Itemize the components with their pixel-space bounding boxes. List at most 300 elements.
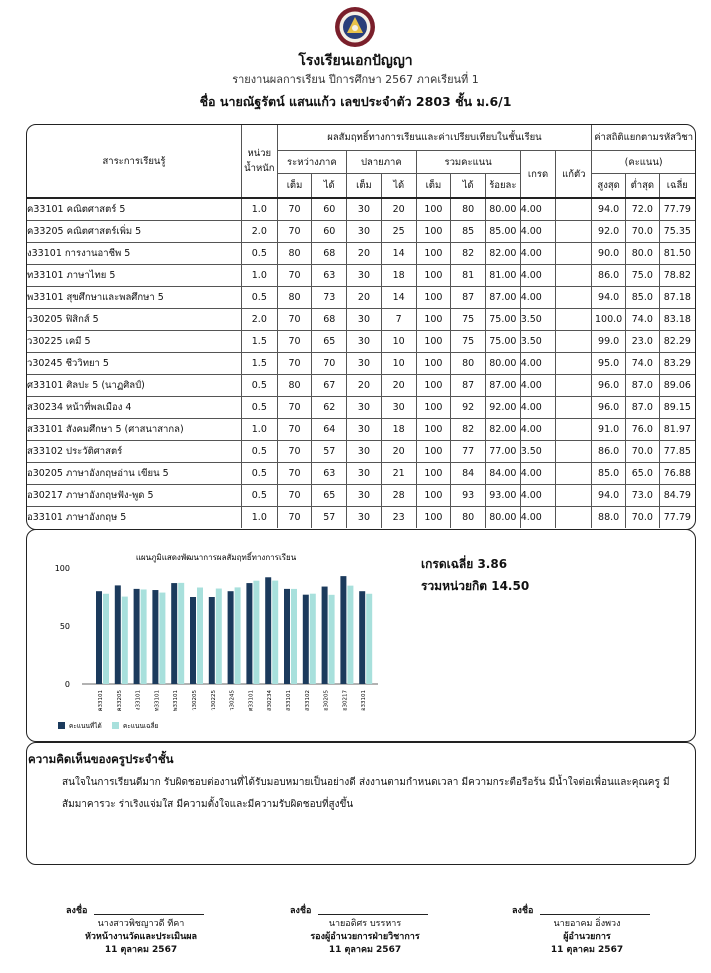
mid-score-cell: 64 <box>312 419 347 441</box>
x-tick-label: ง33101 <box>135 690 142 711</box>
header-achievement: ผลสัมฤทธิ์ทางการเรียนและค่าเปรียบเทียบในชั้นเรียน <box>277 125 592 151</box>
total-full-cell: 100 <box>416 198 451 221</box>
school-name: โรงเรียนเอกปัญญา <box>298 53 413 69</box>
fix-cell <box>556 287 592 309</box>
x-tick-label: อ33101 <box>361 690 368 711</box>
bar-average <box>235 587 241 684</box>
unit-cell: 2.0 <box>241 221 277 243</box>
school-seal-logo <box>334 6 376 48</box>
final-score-cell: 20 <box>381 198 416 221</box>
percent-cell: 87.00 <box>485 287 520 309</box>
bar-score <box>96 591 102 684</box>
signer-name: นายอดิศร บรรหาร <box>328 919 402 929</box>
subject-cell: ว30225 เคมี 5 <box>27 331 241 353</box>
header-fin-full: เต็ม <box>347 174 382 199</box>
chart-title: แผนภูมิแสดงพัฒนาการผลสัมฤทธิ์ทางการเรียน <box>135 553 297 562</box>
percent-cell: 87.00 <box>485 375 520 397</box>
credits-summary: รวมหน่วยกิต 14.50 <box>421 579 530 593</box>
header-fin-got: ได้ <box>381 174 416 199</box>
total-full-cell: 100 <box>416 265 451 287</box>
final-full-cell: 30 <box>347 198 382 221</box>
total-score-cell: 82 <box>451 243 486 265</box>
bar-average <box>253 581 259 684</box>
signature-line <box>94 914 204 915</box>
signer-name: นางสาวพิชญาวดี ทีคา <box>97 919 185 929</box>
total-full-cell: 100 <box>416 463 451 485</box>
bar-score <box>152 590 158 684</box>
signature-block-2 <box>290 903 440 959</box>
legend-label: คะแนนที่ได้ <box>69 722 102 730</box>
x-tick-label: พ33101 <box>173 690 180 712</box>
avg-cell: 76.88 <box>659 463 695 485</box>
grade-cell: 4.00 <box>520 419 556 441</box>
mid-score-cell: 67 <box>312 375 347 397</box>
unit-cell: 0.5 <box>241 375 277 397</box>
mid-score-cell: 63 <box>312 265 347 287</box>
max-cell: 91.0 <box>592 419 626 441</box>
final-score-cell: 30 <box>381 397 416 419</box>
table-row <box>27 463 695 485</box>
avg-cell: 84.79 <box>659 485 695 507</box>
signature-label: ลงชื่อ <box>512 906 534 916</box>
header-subject: สาระการเรียนรู้ <box>27 125 241 198</box>
table-row <box>27 287 695 309</box>
comment-title: ความคิดเห็นของครูประจำชั้น <box>28 752 174 766</box>
student-info: ชื่อ นายณัฐรัตน์ แสนแก้ว เลขประจำตัว 2803 ชั้น ม.6/1 <box>199 94 512 109</box>
comment-text: สนใจในการเรียนดีมาก รับผิดชอบต่องานที่ได้รับมอบหมายเป็นอย่างดี ส่งงานตามกำหนดเวลา มีความกระตือรือร้น มีน้ำใจต่อเพื่อนและคุณครู มีสัมมาคารวะ ร่าเริงแจ่มใส มีความตั้งใจและมีความรับผิดชอบที่สูงขึ้น <box>62 777 670 810</box>
mid-score-cell: 60 <box>312 221 347 243</box>
mid-full-cell: 70 <box>277 265 312 287</box>
bar-score <box>209 597 215 684</box>
unit-cell: 2.0 <box>241 309 277 331</box>
final-full-cell: 20 <box>347 287 382 309</box>
final-full-cell: 20 <box>347 375 382 397</box>
total-score-cell: 81 <box>451 265 486 287</box>
min-cell: 65.0 <box>625 463 659 485</box>
total-score-cell: 80 <box>451 198 486 221</box>
bar-average <box>178 583 184 684</box>
max-cell: 100.0 <box>592 309 626 331</box>
avg-cell: 77.79 <box>659 507 695 529</box>
max-cell: 94.0 <box>592 485 626 507</box>
min-cell: 87.0 <box>625 397 659 419</box>
avg-cell: 82.29 <box>659 331 695 353</box>
mid-full-cell: 80 <box>277 243 312 265</box>
final-score-cell: 14 <box>381 243 416 265</box>
subject-cell: อ30205 ภาษาอังกฤษอ่าน เขียน 5 <box>27 463 241 485</box>
bar-score <box>359 591 365 684</box>
final-full-cell: 30 <box>347 353 382 375</box>
unit-cell: 1.5 <box>241 353 277 375</box>
percent-cell: 80.00 <box>485 507 520 529</box>
x-tick-label: อ30205 <box>323 690 330 711</box>
percent-cell: 80.00 <box>485 198 520 221</box>
max-cell: 95.0 <box>592 353 626 375</box>
mid-score-cell: 65 <box>312 331 347 353</box>
percent-cell: 75.00 <box>485 309 520 331</box>
final-full-cell: 30 <box>347 507 382 529</box>
x-tick-label: ว30205 <box>192 690 198 711</box>
percent-cell: 81.00 <box>485 265 520 287</box>
final-full-cell: 30 <box>347 463 382 485</box>
signature-line <box>318 914 428 915</box>
final-score-cell: 18 <box>381 419 416 441</box>
bar-average <box>272 581 278 684</box>
final-score-cell: 28 <box>381 485 416 507</box>
subject-cell: พ33101 สุขศึกษาและพลศึกษา 5 <box>27 287 241 309</box>
mid-full-cell: 70 <box>277 463 312 485</box>
bar-average <box>103 594 109 684</box>
bar-average <box>159 593 165 684</box>
avg-cell: 81.97 <box>659 419 695 441</box>
min-cell: 72.0 <box>625 198 659 221</box>
mid-score-cell: 73 <box>312 287 347 309</box>
header-tot-full: เต็ม <box>416 174 451 199</box>
bar-average <box>291 589 297 684</box>
unit-cell: 1.0 <box>241 265 277 287</box>
fix-cell <box>556 507 592 529</box>
table-row <box>27 243 695 265</box>
grade-cell: 4.00 <box>520 265 556 287</box>
header-min: ต่ำสุด <box>625 174 659 199</box>
percent-cell: 82.00 <box>485 243 520 265</box>
avg-cell: 77.85 <box>659 441 695 463</box>
table-row <box>27 485 695 507</box>
mid-score-cell: 68 <box>312 309 347 331</box>
max-cell: 88.0 <box>592 507 626 529</box>
table-row <box>27 441 695 463</box>
x-tick-label: ส33102 <box>304 690 311 711</box>
header-tot-got: ได้ <box>451 174 486 199</box>
grade-cell: 4.00 <box>520 463 556 485</box>
header-stats-unit: (คะแนน) <box>592 151 695 174</box>
table-row <box>27 309 695 331</box>
x-tick-label: ศ33101 <box>248 690 255 711</box>
total-full-cell: 100 <box>416 375 451 397</box>
grade-cell: 4.00 <box>520 221 556 243</box>
bar-score <box>171 583 177 684</box>
total-score-cell: 87 <box>451 375 486 397</box>
fix-cell <box>556 375 592 397</box>
total-full-cell: 100 <box>416 309 451 331</box>
percent-cell: 77.00 <box>485 441 520 463</box>
max-cell: 94.0 <box>592 287 626 309</box>
table-row <box>27 353 695 375</box>
header-stats: ค่าสถิติแยกตามรหัสวิชา <box>592 125 695 151</box>
header-fix: แก้ตัว <box>556 151 592 199</box>
percent-cell: 82.00 <box>485 419 520 441</box>
signer-name: นายอาคม อิ่งพวง <box>553 919 621 929</box>
min-cell: 73.0 <box>625 485 659 507</box>
min-cell: 74.0 <box>625 309 659 331</box>
unit-cell: 0.5 <box>241 287 277 309</box>
signer-role: ผู้อำนวยการ <box>563 932 611 942</box>
grades-table-panel <box>26 124 696 530</box>
mid-full-cell: 70 <box>277 485 312 507</box>
total-full-cell: 100 <box>416 353 451 375</box>
mid-score-cell: 65 <box>312 485 347 507</box>
total-full-cell: 100 <box>416 397 451 419</box>
subject-cell: ท33101 ภาษาไทย 5 <box>27 265 241 287</box>
total-full-cell: 100 <box>416 331 451 353</box>
avg-cell: 75.35 <box>659 221 695 243</box>
min-cell: 23.0 <box>625 331 659 353</box>
min-cell: 74.0 <box>625 353 659 375</box>
x-tick-label: ว30245 <box>229 690 236 711</box>
fix-cell <box>556 265 592 287</box>
mid-score-cell: 57 <box>312 507 347 529</box>
bar-average <box>347 586 353 684</box>
final-score-cell: 10 <box>381 331 416 353</box>
total-score-cell: 75 <box>451 309 486 331</box>
total-full-cell: 100 <box>416 243 451 265</box>
signer-date: 11 ตุลาคม 2567 <box>550 945 624 955</box>
mid-full-cell: 70 <box>277 309 312 331</box>
bar-score <box>265 577 271 684</box>
header-total: รวมคะแนน <box>416 151 520 174</box>
bar-average <box>366 594 372 684</box>
bar-average <box>122 597 128 684</box>
mid-full-cell: 70 <box>277 221 312 243</box>
total-full-cell: 100 <box>416 221 451 243</box>
fix-cell <box>556 441 592 463</box>
max-cell: 90.0 <box>592 243 626 265</box>
fix-cell <box>556 243 592 265</box>
avg-cell: 83.29 <box>659 353 695 375</box>
bar-score <box>134 589 140 684</box>
percent-cell: 84.00 <box>485 463 520 485</box>
y-tick-label: 50 <box>59 622 70 631</box>
unit-cell: 1.0 <box>241 507 277 529</box>
grade-cell: 4.00 <box>520 375 556 397</box>
avg-cell: 81.50 <box>659 243 695 265</box>
unit-cell: 0.5 <box>241 485 277 507</box>
bar-score <box>115 585 121 684</box>
table-row <box>27 397 695 419</box>
table-row <box>27 331 695 353</box>
mid-score-cell: 68 <box>312 243 347 265</box>
subject-cell: ศ33101 ศิลปะ 5 (นาฏศิลป์) <box>27 375 241 397</box>
total-full-cell: 100 <box>416 485 451 507</box>
x-tick-label: ส30234 <box>267 690 274 711</box>
fix-cell <box>556 353 592 375</box>
bar-score <box>303 595 309 684</box>
header-max: สูงสุด <box>592 174 626 199</box>
unit-cell: 0.5 <box>241 397 277 419</box>
legend-swatch <box>112 722 119 729</box>
percent-cell: 85.00 <box>485 221 520 243</box>
percent-cell: 75.00 <box>485 331 520 353</box>
signature-line <box>540 914 650 915</box>
header-mid-got: ได้ <box>312 174 347 199</box>
subject-cell: อ30217 ภาษาอังกฤษฟัง-พูด 5 <box>27 485 241 507</box>
bar-average <box>216 589 222 684</box>
max-cell: 96.0 <box>592 397 626 419</box>
subject-cell: ส30234 หน้าที่พลเมือง 4 <box>27 397 241 419</box>
final-score-cell: 25 <box>381 221 416 243</box>
fix-cell <box>556 463 592 485</box>
bar-score <box>228 591 234 684</box>
mid-score-cell: 60 <box>312 198 347 221</box>
percent-cell: 93.00 <box>485 485 520 507</box>
grade-cell: 4.00 <box>520 507 556 529</box>
y-tick-label: 0 <box>64 680 70 689</box>
total-score-cell: 77 <box>451 441 486 463</box>
total-full-cell: 100 <box>416 287 451 309</box>
unit-cell: 0.5 <box>241 243 277 265</box>
unit-cell: 0.5 <box>241 441 277 463</box>
subject-cell: ค33101 คณิตศาสตร์ 5 <box>27 198 241 221</box>
mid-full-cell: 70 <box>277 331 312 353</box>
header-pct: ร้อยละ <box>485 174 520 199</box>
total-score-cell: 75 <box>451 331 486 353</box>
total-full-cell: 100 <box>416 419 451 441</box>
mid-full-cell: 80 <box>277 287 312 309</box>
subject-cell: ค33205 คณิตศาสตร์เพิ่ม 5 <box>27 221 241 243</box>
subject-cell: ว30205 ฟิสิกส์ 5 <box>27 309 241 331</box>
signer-role: รองผู้อำนวยการฝ่ายวิชาการ <box>310 932 420 942</box>
x-tick-label: ค33205 <box>116 690 123 712</box>
fix-cell <box>556 397 592 419</box>
subject-cell: ส33101 สังคมศึกษา 5 (ศาสนาสากล) <box>27 419 241 441</box>
grade-cell: 4.00 <box>520 397 556 419</box>
grade-cell: 3.50 <box>520 309 556 331</box>
min-cell: 85.0 <box>625 287 659 309</box>
total-score-cell: 92 <box>451 397 486 419</box>
grades-table-body <box>27 198 695 528</box>
bar-average <box>141 589 147 684</box>
total-full-cell: 100 <box>416 441 451 463</box>
min-cell: 70.0 <box>625 221 659 243</box>
unit-cell: 1.0 <box>241 419 277 441</box>
final-score-cell: 18 <box>381 265 416 287</box>
mid-full-cell: 70 <box>277 441 312 463</box>
unit-cell: 1.5 <box>241 331 277 353</box>
total-full-cell: 100 <box>416 507 451 529</box>
legend-swatch <box>58 722 65 729</box>
mid-score-cell: 57 <box>312 441 347 463</box>
achievement-bar-chart <box>46 542 386 738</box>
x-tick-label: ส33101 <box>286 690 292 711</box>
header-final: ปลายภาค <box>347 151 416 174</box>
chart-x-labels <box>98 690 367 712</box>
avg-cell: 78.82 <box>659 265 695 287</box>
fix-cell <box>556 331 592 353</box>
max-cell: 99.0 <box>592 331 626 353</box>
header-grade: เกรด <box>520 151 556 199</box>
signature-label: ลงชื่อ <box>66 906 88 916</box>
final-score-cell: 23 <box>381 507 416 529</box>
unit-cell: 0.5 <box>241 463 277 485</box>
table-row <box>27 221 695 243</box>
report-subtitle: รายงานผลการเรียน ปีการศึกษา 2567 ภาคเรียนที่ 1 <box>232 73 479 86</box>
bar-score <box>190 597 196 684</box>
mid-full-cell: 70 <box>277 397 312 419</box>
fix-cell <box>556 419 592 441</box>
bar-score <box>246 583 252 684</box>
signer-role: หัวหน้างานวัดและประเมินผล <box>84 932 198 942</box>
table-row <box>27 265 695 287</box>
total-score-cell: 84 <box>451 463 486 485</box>
final-score-cell: 20 <box>381 375 416 397</box>
avg-cell: 89.15 <box>659 397 695 419</box>
total-score-cell: 85 <box>451 221 486 243</box>
final-score-cell: 14 <box>381 287 416 309</box>
final-full-cell: 30 <box>347 331 382 353</box>
max-cell: 85.0 <box>592 463 626 485</box>
final-full-cell: 30 <box>347 397 382 419</box>
max-cell: 86.0 <box>592 441 626 463</box>
unit-cell: 1.0 <box>241 198 277 221</box>
final-full-cell: 30 <box>347 441 382 463</box>
final-score-cell: 20 <box>381 441 416 463</box>
min-cell: 76.0 <box>625 419 659 441</box>
mid-full-cell: 80 <box>277 375 312 397</box>
min-cell: 70.0 <box>625 441 659 463</box>
fix-cell <box>556 485 592 507</box>
bar-score <box>284 589 290 684</box>
final-score-cell: 7 <box>381 309 416 331</box>
fix-cell <box>556 198 592 221</box>
table-row <box>27 507 695 529</box>
avg-cell: 89.06 <box>659 375 695 397</box>
total-score-cell: 82 <box>451 419 486 441</box>
max-cell: 96.0 <box>592 375 626 397</box>
header-midterm: ระหว่างภาค <box>277 151 346 174</box>
table-row <box>27 419 695 441</box>
chart-bars <box>96 576 372 684</box>
total-score-cell: 93 <box>451 485 486 507</box>
header-mid-full: เต็ม <box>277 174 312 199</box>
mid-full-cell: 70 <box>277 419 312 441</box>
final-full-cell: 30 <box>347 221 382 243</box>
min-cell: 70.0 <box>625 507 659 529</box>
total-score-cell: 87 <box>451 287 486 309</box>
signature-label: ลงชื่อ <box>290 906 312 916</box>
min-cell: 87.0 <box>625 375 659 397</box>
grade-cell: 4.00 <box>520 198 556 221</box>
fix-cell <box>556 221 592 243</box>
final-full-cell: 30 <box>347 265 382 287</box>
avg-cell: 87.18 <box>659 287 695 309</box>
x-tick-label: ว30225 <box>210 690 217 711</box>
avg-cell: 77.79 <box>659 198 695 221</box>
percent-cell: 92.00 <box>485 397 520 419</box>
bar-score <box>340 576 346 684</box>
bar-average <box>310 594 316 684</box>
final-full-cell: 30 <box>347 419 382 441</box>
subject-cell: ว30245 ชีววิทยา 5 <box>27 353 241 375</box>
total-score-cell: 80 <box>451 353 486 375</box>
subject-cell: ส33102 ประวัติศาสตร์ <box>27 441 241 463</box>
chart-legend <box>58 721 159 730</box>
final-full-cell: 30 <box>347 485 382 507</box>
mid-full-cell: 70 <box>277 353 312 375</box>
total-score-cell: 80 <box>451 507 486 529</box>
y-tick-label: 100 <box>54 564 70 573</box>
x-tick-label: อ30217 <box>342 690 349 711</box>
grade-cell: 3.50 <box>520 331 556 353</box>
grade-cell: 3.50 <box>520 441 556 463</box>
final-score-cell: 10 <box>381 353 416 375</box>
grade-cell: 4.00 <box>520 485 556 507</box>
header-avg: เฉลี่ย <box>659 174 695 199</box>
x-tick-label: ค33101 <box>98 690 104 712</box>
avg-cell: 83.18 <box>659 309 695 331</box>
grade-cell: 4.00 <box>520 287 556 309</box>
subject-cell: อ33101 ภาษาอังกฤษ 5 <box>27 507 241 529</box>
max-cell: 94.0 <box>592 198 626 221</box>
